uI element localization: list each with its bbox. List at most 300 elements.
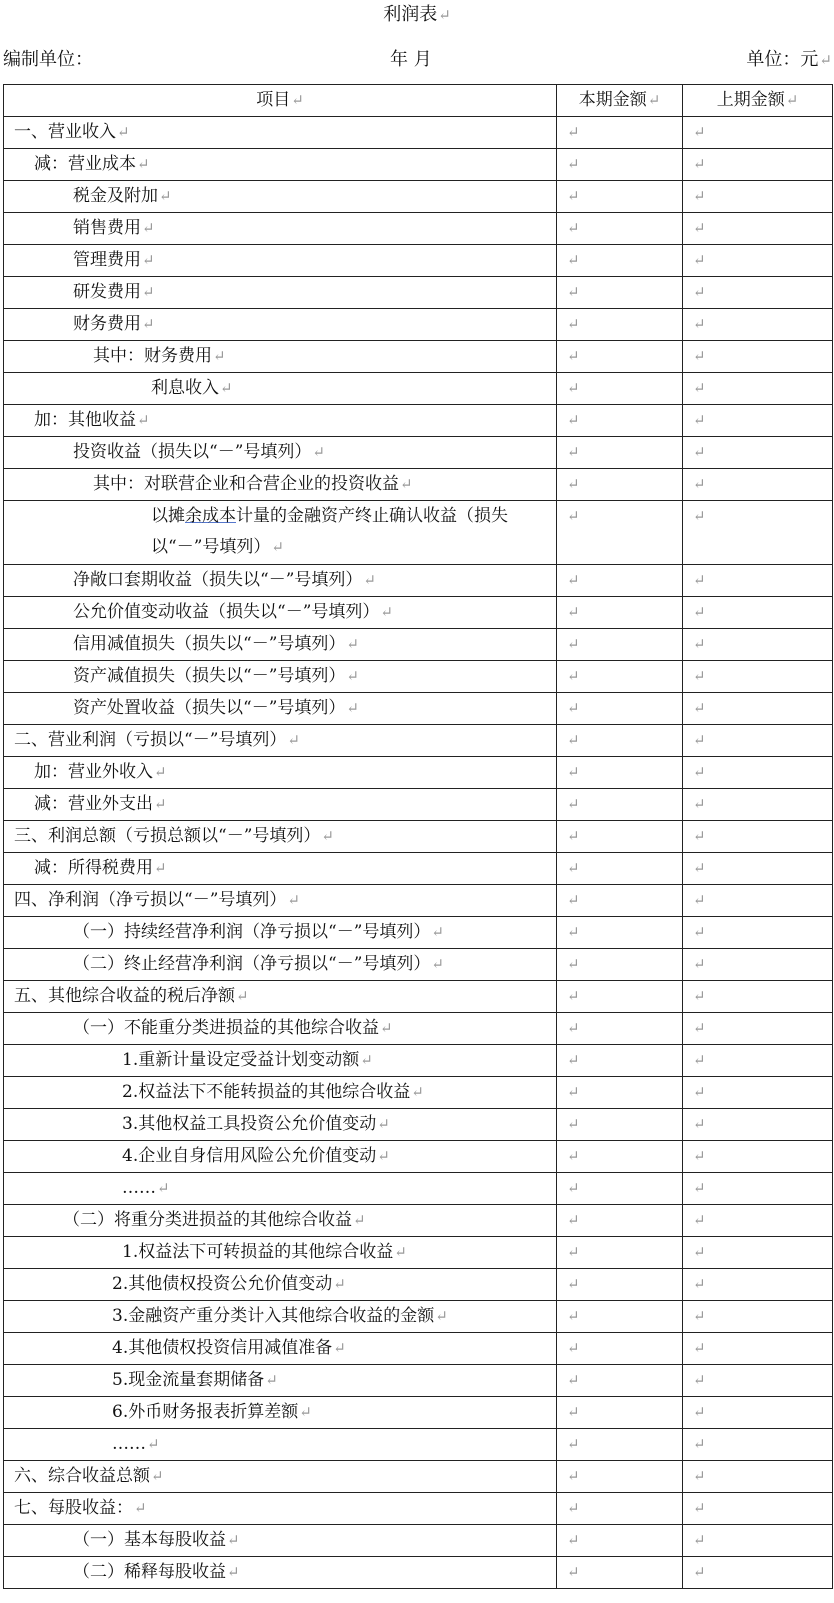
table-row (4, 661, 833, 693)
amount-previous-cell (683, 757, 833, 789)
table-row (4, 1269, 833, 1301)
paragraph-mark-icon: ↵ (693, 1243, 706, 1261)
amount-current-cell (557, 1013, 683, 1045)
paragraph-mark-icon: ↵ (693, 1211, 706, 1229)
paragraph-mark-icon: ↵ (693, 667, 706, 685)
row-label: 5.现金流量套期储备 (112, 1370, 265, 1390)
paragraph-mark-icon: ↵ (137, 411, 150, 429)
paragraph-mark-icon: ↵ (567, 1435, 580, 1453)
table-row (4, 149, 833, 181)
row-label: （一）基本每股收益 (73, 1530, 226, 1550)
table-row (4, 245, 833, 277)
paragraph-mark-icon: ↵ (147, 1435, 160, 1453)
row-label-underlined: 余成本 (185, 506, 236, 526)
amount-previous-cell (683, 1141, 833, 1173)
row-label-cell (4, 1045, 557, 1077)
paragraph-mark-icon: ↵ (567, 571, 580, 589)
paragraph-mark-icon: ↵ (693, 1371, 706, 1389)
amount-current-cell (557, 1397, 683, 1429)
amount-current-cell (557, 341, 683, 373)
row-label: 信用减值损失（损失以“－”号填列） (73, 634, 346, 654)
table-row (4, 1525, 833, 1557)
row-label: 财务费用 (73, 314, 141, 334)
paragraph-mark-icon: ↵ (567, 603, 580, 621)
column-header-current: 本期金额↵ (557, 85, 683, 117)
paragraph-mark-icon: ↵ (693, 1499, 706, 1517)
amount-previous-cell (683, 309, 833, 341)
amount-current-cell (557, 661, 683, 693)
paragraph-mark-icon: ↵ (567, 827, 580, 845)
amount-current-cell (557, 1333, 683, 1365)
paragraph-mark-icon: ↵ (142, 283, 155, 301)
paragraph-mark-icon: ↵ (236, 987, 249, 1005)
paragraph-mark-icon: ↵ (567, 1147, 580, 1165)
amount-current-cell (557, 1525, 683, 1557)
paragraph-mark-icon: ↵ (693, 1531, 706, 1549)
row-label-cell (4, 1109, 557, 1141)
paragraph-mark-icon: ↵ (693, 1147, 706, 1165)
amount-previous-cell (683, 1557, 833, 1589)
paragraph-mark-icon: ↵ (299, 1403, 312, 1421)
row-label-cell (4, 1429, 557, 1461)
row-label-cell (4, 1397, 557, 1429)
row-label-cell (4, 981, 557, 1013)
paragraph-mark-icon: ↵ (271, 538, 284, 556)
row-label: 管理费用 (73, 250, 141, 270)
table-row (4, 885, 833, 917)
column-header-item: 项目↵ (4, 85, 557, 117)
row-label: 资产减值损失（损失以“－”号填列） (73, 666, 346, 686)
paragraph-mark-icon: ↵ (693, 1115, 706, 1133)
amount-previous-cell (683, 245, 833, 277)
paragraph-mark-icon: ↵ (227, 1563, 240, 1581)
amount-current-cell (557, 1205, 683, 1237)
paragraph-mark-icon: ↵ (567, 1019, 580, 1037)
paragraph-mark-icon: ↵ (377, 1115, 390, 1133)
paragraph-mark-icon: ↵ (411, 1083, 424, 1101)
table-row (4, 309, 833, 341)
row-label-cell (4, 885, 557, 917)
paragraph-mark-icon: ↵ (693, 731, 706, 749)
paragraph-mark-icon: ↵ (377, 1147, 390, 1165)
row-label: …… (112, 1434, 146, 1454)
amount-previous-cell (683, 1173, 833, 1205)
row-label: 七、每股收益： (14, 1498, 133, 1518)
row-label: 净敞口套期收益（损失以“－”号填列） (73, 570, 363, 590)
amount-current-cell (557, 821, 683, 853)
paragraph-mark-icon: ↵ (693, 219, 706, 237)
table-row (4, 1237, 833, 1269)
paragraph-mark-icon: ↵ (142, 315, 155, 333)
table-row (4, 597, 833, 629)
paragraph-mark-icon: ↵ (567, 731, 580, 749)
row-label: 3.金融资产重分类计入其他综合收益的金额 (112, 1306, 435, 1326)
paragraph-mark-icon: ↵ (333, 1275, 346, 1293)
paragraph-mark-icon: ↵ (693, 1563, 706, 1581)
row-label: 加：营业外收入 (34, 762, 153, 782)
table-row (4, 1493, 833, 1525)
paragraph-mark-icon: ↵ (134, 1499, 147, 1517)
amount-current-cell (557, 1109, 683, 1141)
amount-current-cell (557, 1301, 683, 1333)
table-row (4, 181, 833, 213)
row-label: 减：所得税费用 (34, 858, 153, 878)
paragraph-mark-icon: ↵ (567, 923, 580, 941)
amount-previous-cell (683, 1365, 833, 1397)
amount-current-cell (557, 117, 683, 149)
table-row (4, 1365, 833, 1397)
table-row (4, 565, 833, 597)
row-label: …… (122, 1178, 156, 1198)
row-label-cell (4, 469, 557, 501)
table-row (4, 1397, 833, 1429)
paragraph-mark-icon: ↵ (567, 763, 580, 781)
row-label-cell (4, 277, 557, 309)
paragraph-mark-icon: ↵ (693, 923, 706, 941)
row-label: 三、利润总额（亏损总额以“－”号填列） (14, 826, 321, 846)
row-label-cell (4, 1301, 557, 1333)
amount-previous-cell (683, 693, 833, 725)
row-label-cell (4, 821, 557, 853)
row-label-cell (4, 661, 557, 693)
paragraph-mark-icon: ↵ (693, 571, 706, 589)
paragraph-mark-icon: ↵ (567, 891, 580, 909)
paragraph-mark-icon: ↵ (693, 475, 706, 493)
amount-previous-cell (683, 149, 833, 181)
paragraph-mark-icon: ↵ (287, 891, 300, 909)
amount-previous-cell (683, 853, 833, 885)
amount-previous-cell (683, 725, 833, 757)
amount-current-cell (557, 501, 683, 565)
paragraph-mark-icon: ↵ (693, 123, 706, 141)
table-row (4, 949, 833, 981)
paragraph-mark-icon: ↵ (438, 6, 451, 24)
paragraph-mark-icon: ↵ (567, 155, 580, 173)
table-row (4, 117, 833, 149)
paragraph-mark-icon: ↵ (567, 283, 580, 301)
row-label-part: 以摊 (151, 506, 185, 526)
amount-current-cell (557, 1237, 683, 1269)
paragraph-mark-icon: ↵ (567, 507, 580, 525)
amount-current-cell (557, 1077, 683, 1109)
row-label-cell (4, 1557, 557, 1589)
paragraph-mark-icon: ↵ (142, 251, 155, 269)
amount-current-cell (557, 917, 683, 949)
paragraph-mark-icon: ↵ (693, 251, 706, 269)
paragraph-mark-icon: ↵ (693, 1179, 706, 1197)
paragraph-mark-icon: ↵ (567, 699, 580, 717)
paragraph-mark-icon: ↵ (321, 827, 334, 845)
paragraph-mark-icon: ↵ (567, 987, 580, 1005)
table-row (4, 789, 833, 821)
paragraph-mark-icon: ↵ (693, 795, 706, 813)
paragraph-mark-icon: ↵ (567, 1275, 580, 1293)
table-row (4, 1557, 833, 1589)
row-label-cell (4, 501, 557, 565)
amount-current-cell (557, 213, 683, 245)
paragraph-mark-icon: ↵ (693, 763, 706, 781)
amount-previous-cell (683, 213, 833, 245)
paragraph-mark-icon: ↵ (220, 379, 233, 397)
table-row (4, 1301, 833, 1333)
row-label: 销售费用 (73, 218, 141, 238)
amount-previous-cell (683, 181, 833, 213)
paragraph-mark-icon: ↵ (647, 91, 661, 109)
amount-previous-cell (683, 1429, 833, 1461)
row-label-cell (4, 853, 557, 885)
table-row (4, 1077, 833, 1109)
table-row (4, 1205, 833, 1237)
amount-current-cell (557, 1493, 683, 1525)
amount-previous-cell (683, 341, 833, 373)
page-title: 利润表↵ (383, 4, 451, 25)
row-label: 减：营业成本 (34, 154, 136, 174)
paragraph-mark-icon: ↵ (567, 1211, 580, 1229)
table-row (4, 405, 833, 437)
row-label: 利息收入 (151, 378, 219, 398)
amount-previous-cell (683, 1525, 833, 1557)
row-label-cell (4, 117, 557, 149)
table-row (4, 757, 833, 789)
row-label: 资产处置收益（损失以“－”号填列） (73, 698, 346, 718)
row-label: 1.权益法下可转损益的其他综合收益 (122, 1242, 394, 1262)
row-label-cell (4, 1205, 557, 1237)
row-label-cell (4, 309, 557, 341)
amount-current-cell (557, 597, 683, 629)
paragraph-mark-icon: ↵ (693, 1083, 706, 1101)
paragraph-mark-icon: ↵ (567, 635, 580, 653)
paragraph-mark-icon: ↵ (567, 187, 580, 205)
paragraph-mark-icon: ↵ (431, 923, 444, 941)
amount-previous-cell (683, 565, 833, 597)
row-label-cell (4, 1173, 557, 1205)
row-label-cell (4, 1461, 557, 1493)
amount-current-cell (557, 981, 683, 1013)
amount-previous-cell (683, 661, 833, 693)
amount-previous-cell (683, 1205, 833, 1237)
amount-previous-cell (683, 597, 833, 629)
amount-previous-cell (683, 1397, 833, 1429)
table-row (4, 501, 833, 565)
paragraph-mark-icon: ↵ (567, 1403, 580, 1421)
row-label-cell (4, 341, 557, 373)
paragraph-mark-icon: ↵ (159, 187, 172, 205)
paragraph-mark-icon: ↵ (333, 1339, 346, 1357)
paragraph-mark-icon: ↵ (346, 635, 359, 653)
row-label: 公允价值变动收益（损失以“－”号填列） (73, 602, 380, 622)
amount-current-cell (557, 1141, 683, 1173)
row-label: 税金及附加 (73, 186, 158, 206)
table-row (4, 1173, 833, 1205)
paragraph-mark-icon: ↵ (693, 635, 706, 653)
row-label: （二）稀释每股收益 (73, 1562, 226, 1582)
table-row (4, 821, 833, 853)
paragraph-mark-icon: ↵ (693, 859, 706, 877)
paragraph-mark-icon: ↵ (693, 1467, 706, 1485)
table-row (4, 853, 833, 885)
row-label-cell (4, 1237, 557, 1269)
paragraph-mark-icon: ↵ (693, 1435, 706, 1453)
table-row (4, 341, 833, 373)
row-label-cell (4, 1141, 557, 1173)
amount-previous-cell (683, 469, 833, 501)
paragraph-mark-icon: ↵ (693, 1307, 706, 1325)
row-label-cell (4, 437, 557, 469)
amount-current-cell (557, 437, 683, 469)
amount-previous-cell (683, 1013, 833, 1045)
amount-current-cell (557, 245, 683, 277)
row-label-cell (4, 181, 557, 213)
paragraph-mark-icon: ↵ (567, 1499, 580, 1517)
table-row (4, 277, 833, 309)
row-label: （二）将重分类进损益的其他综合收益 (63, 1210, 352, 1230)
table-row (4, 981, 833, 1013)
amount-current-cell (557, 1557, 683, 1589)
row-label-cell (4, 405, 557, 437)
amount-previous-cell (683, 1333, 833, 1365)
amount-current-cell (557, 629, 683, 661)
row-label-cell (4, 757, 557, 789)
paragraph-mark-icon: ↵ (693, 1339, 706, 1357)
table-row (4, 1429, 833, 1461)
paragraph-mark-icon: ↵ (154, 763, 167, 781)
paragraph-mark-icon: ↵ (400, 475, 413, 493)
amount-current-cell (557, 1365, 683, 1397)
table-row (4, 629, 833, 661)
row-label: （二）终止经营净利润（净亏损以“－”号填列） (73, 954, 431, 974)
row-label: 减：营业外支出 (34, 794, 153, 814)
amount-current-cell (557, 469, 683, 501)
amount-previous-cell (683, 1237, 833, 1269)
amount-current-cell (557, 277, 683, 309)
paragraph-mark-icon: ↵ (363, 571, 376, 589)
row-label-cell (4, 949, 557, 981)
row-label-cell (4, 1269, 557, 1301)
row-label-cell (4, 1525, 557, 1557)
amount-current-cell (557, 1173, 683, 1205)
table-row (4, 373, 833, 405)
row-label-cell (4, 565, 557, 597)
paragraph-mark-icon: ↵ (693, 155, 706, 173)
amount-previous-cell (683, 1301, 833, 1333)
income-statement-table (3, 84, 833, 1589)
paragraph-mark-icon: ↵ (567, 251, 580, 269)
table-row (4, 437, 833, 469)
paragraph-mark-icon: ↵ (431, 955, 444, 973)
paragraph-mark-icon: ↵ (693, 347, 706, 365)
table-row (4, 725, 833, 757)
paragraph-mark-icon: ↵ (819, 51, 832, 69)
paragraph-mark-icon: ↵ (567, 411, 580, 429)
table-row (4, 469, 833, 501)
paragraph-mark-icon: ↵ (567, 795, 580, 813)
row-label-cell (4, 373, 557, 405)
paragraph-mark-icon: ↵ (567, 475, 580, 493)
row-label: 二、营业利润（亏损以“－”号填列） (14, 730, 287, 750)
paragraph-mark-icon: ↵ (693, 411, 706, 429)
row-label: 研发费用 (73, 282, 141, 302)
paragraph-mark-icon: ↵ (785, 91, 799, 109)
paragraph-mark-icon: ↵ (567, 1179, 580, 1197)
row-label-cell (4, 1077, 557, 1109)
row-label-part: 计量的金融资产终止确认收益（损失以“－”号填列） (151, 506, 508, 557)
paragraph-mark-icon: ↵ (142, 219, 155, 237)
paragraph-mark-icon: ↵ (567, 123, 580, 141)
paragraph-mark-icon: ↵ (291, 91, 304, 109)
paragraph-mark-icon: ↵ (213, 347, 226, 365)
paragraph-mark-icon: ↵ (567, 315, 580, 333)
row-label: 四、净利润（净亏损以“－”号填列） (14, 890, 287, 910)
table-row (4, 213, 833, 245)
amount-previous-cell (683, 1269, 833, 1301)
row-label: 五、其他综合收益的税后净额 (14, 986, 235, 1006)
amount-previous-cell (683, 981, 833, 1013)
paragraph-mark-icon: ↵ (353, 1211, 366, 1229)
amount-current-cell (557, 405, 683, 437)
amount-current-cell (557, 853, 683, 885)
amount-previous-cell (683, 1045, 833, 1077)
paragraph-mark-icon: ↵ (567, 443, 580, 461)
row-label: 其中：对联营企业和合营企业的投资收益 (93, 474, 399, 494)
paragraph-mark-icon: ↵ (360, 1051, 373, 1069)
row-label: 4.企业自身信用风险公允价值变动 (122, 1146, 377, 1166)
paragraph-mark-icon: ↵ (567, 1115, 580, 1133)
paragraph-mark-icon: ↵ (693, 1019, 706, 1037)
amount-current-cell (557, 693, 683, 725)
row-label: 六、综合收益总额 (14, 1466, 150, 1486)
paragraph-mark-icon: ↵ (567, 1243, 580, 1261)
amount-previous-cell (683, 405, 833, 437)
row-label-cell (4, 213, 557, 245)
paragraph-mark-icon: ↵ (567, 1467, 580, 1485)
paragraph-mark-icon: ↵ (693, 315, 706, 333)
amount-current-cell (557, 565, 683, 597)
paragraph-mark-icon: ↵ (346, 667, 359, 685)
amount-current-cell (557, 309, 683, 341)
paragraph-mark-icon: ↵ (287, 731, 300, 749)
preparer-label: 编制单位： (3, 49, 93, 70)
amount-previous-cell (683, 1109, 833, 1141)
amount-previous-cell (683, 789, 833, 821)
paragraph-mark-icon: ↵ (151, 1467, 164, 1485)
amount-previous-cell (683, 373, 833, 405)
row-label-cell (4, 597, 557, 629)
paragraph-mark-icon: ↵ (567, 859, 580, 877)
amount-current-cell (557, 949, 683, 981)
column-header-previous: 上期金额↵ (683, 85, 833, 117)
row-label-cell (4, 1013, 557, 1045)
amount-previous-cell (683, 629, 833, 661)
table-row (4, 693, 833, 725)
paragraph-mark-icon: ↵ (380, 603, 393, 621)
table-row (4, 1013, 833, 1045)
row-label: 6.外币财务报表折算差额 (112, 1402, 299, 1422)
amount-current-cell (557, 149, 683, 181)
row-label-cell (4, 789, 557, 821)
table-row (4, 917, 833, 949)
amount-current-cell (557, 373, 683, 405)
paragraph-mark-icon: ↵ (693, 443, 706, 461)
amount-previous-cell (683, 1493, 833, 1525)
paragraph-mark-icon: ↵ (380, 1019, 393, 1037)
table-row (4, 1141, 833, 1173)
paragraph-mark-icon: ↵ (693, 955, 706, 973)
amount-previous-cell (683, 885, 833, 917)
table-row (4, 1461, 833, 1493)
amount-previous-cell (683, 1077, 833, 1109)
amount-previous-cell (683, 501, 833, 565)
paragraph-mark-icon: ↵ (567, 347, 580, 365)
